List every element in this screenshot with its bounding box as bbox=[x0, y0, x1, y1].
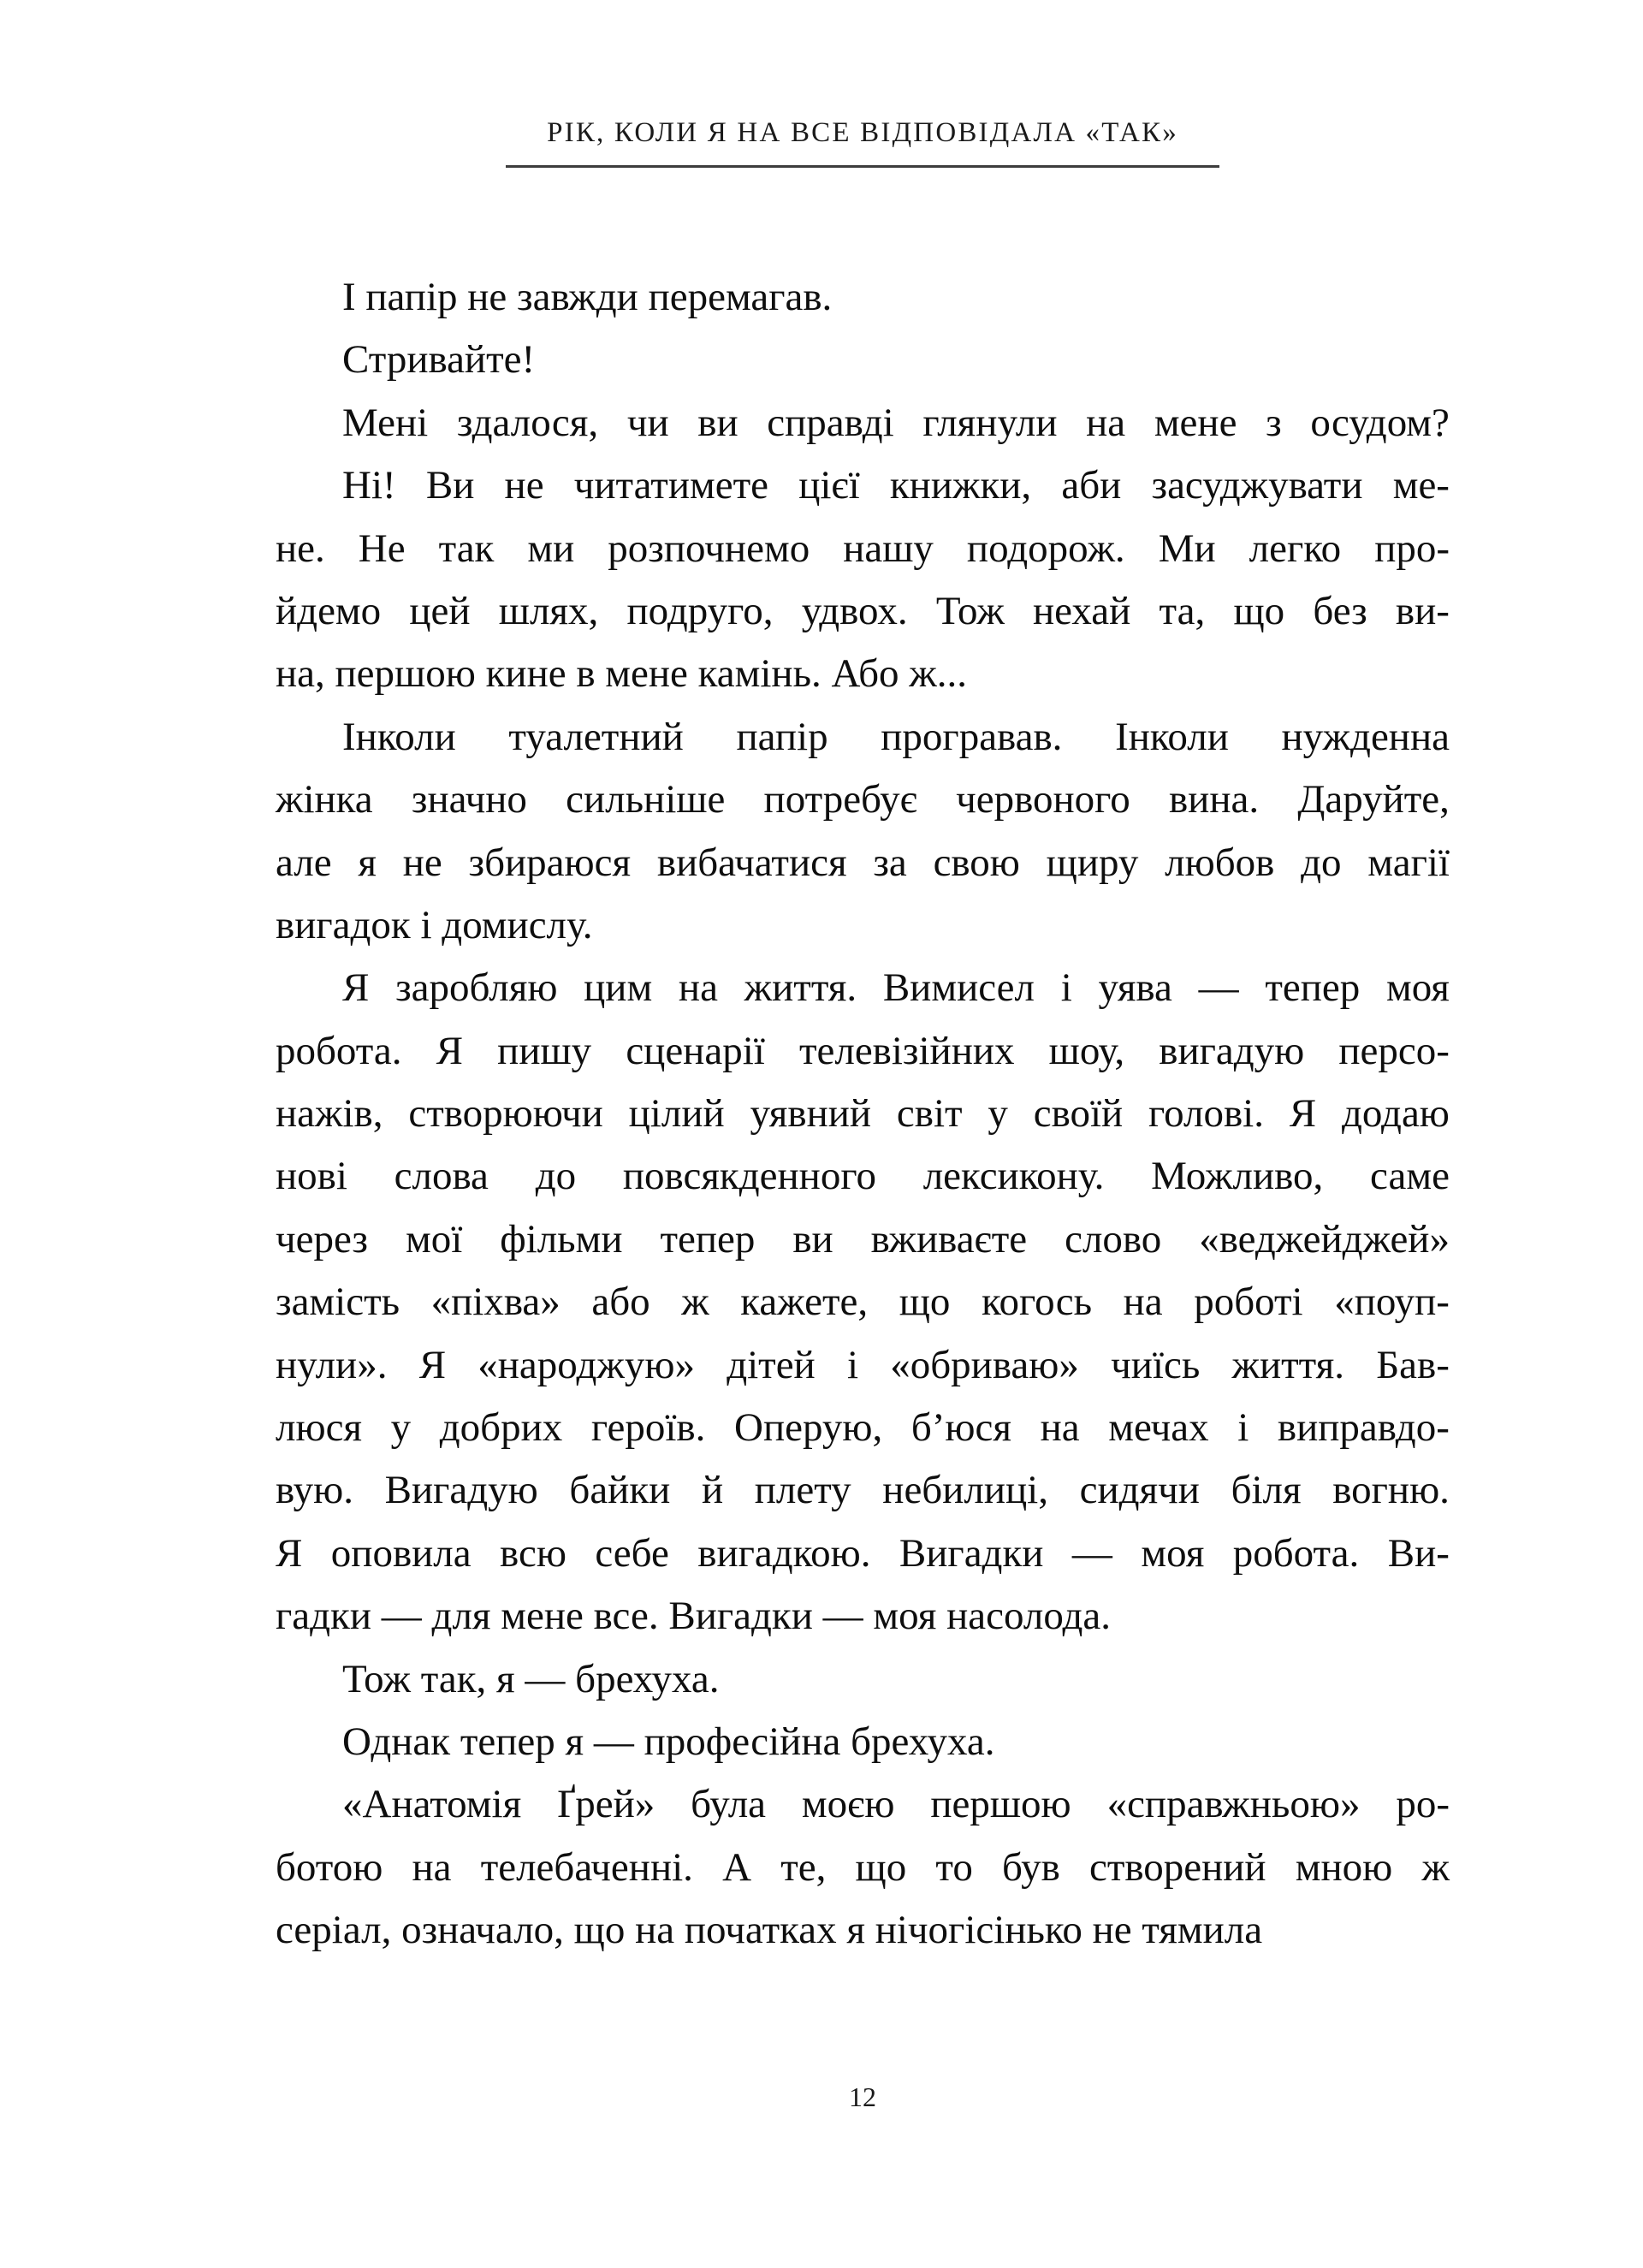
text-line: на, першою кине в мене камінь. Або ж... bbox=[276, 651, 967, 697]
text-line: робота. Я пишу сценарії телевізійних шоу, вигадую персо- bbox=[276, 1028, 1450, 1073]
text-line: Ні! Ви не читатимете цієї книжки, аби засуджувати ме- bbox=[342, 463, 1450, 508]
page-number: 12 bbox=[849, 2081, 876, 2112]
text-line: Я заробляю цим на життя. Вимисел і уява — тепер моя bbox=[342, 965, 1450, 1011]
body-text bbox=[276, 266, 1450, 1962]
page-footer bbox=[276, 2077, 1450, 2117]
text-line: нули». Я «народжую» дітей і «обриваю» чиїсь життя. Бав- bbox=[276, 1342, 1450, 1387]
text-line: Стривайте! bbox=[342, 337, 536, 383]
text-line: люся у добрих героїв. Оперую, б’юся на мечах і виправдо- bbox=[276, 1405, 1450, 1451]
text-line: Мені здалося, чи ви справді глянули на мене з осудом? bbox=[342, 400, 1450, 445]
text-line: І папір не завжди перемагав. bbox=[342, 275, 833, 319]
text-line: гадки — для мене все. Вигадки — моя насолода. bbox=[276, 1594, 1111, 1639]
text-line: вигадок і домислу. bbox=[276, 902, 593, 947]
text-line: Тож так, я — брехуха. bbox=[342, 1656, 720, 1701]
text-line: через мої фільми тепер ви вживаєте слово «веджейджей» bbox=[276, 1216, 1450, 1262]
text-line: Однак тепер я — професійна брехуха. bbox=[342, 1719, 995, 1764]
text-line: не. Не так ми розпочнемо нашу подорож. Ми легко про- bbox=[276, 525, 1450, 571]
text-line: жінка значно сильніше потребує червоного вина. Даруйте, bbox=[276, 777, 1450, 822]
text-line: нажів, створюючи цілий уявний світ у своїй голові. Я додаю bbox=[276, 1091, 1450, 1137]
header-rule bbox=[506, 165, 1219, 168]
running-title: РІК, КОЛИ Я НА ВСЕ ВІДПОВІДАЛА «ТАК» bbox=[547, 117, 1178, 148]
page-header bbox=[276, 115, 1450, 168]
text-line: «Анатомія Ґрей» була моєю першою «справжньою» ро- bbox=[342, 1782, 1450, 1827]
text-line: замість «піхва» або ж кажете, що когось на роботі «поуп- bbox=[276, 1279, 1450, 1325]
text-line: але я не збираюся вибачатися за свою щиру любов до магії bbox=[276, 840, 1450, 885]
text-line: нові слова до повсякденного лексикону. Можливо, саме bbox=[276, 1154, 1450, 1199]
text-line: Інколи туалетний папір програвав. Інколи нужденна bbox=[342, 714, 1450, 759]
text-line: серіал, означало, що на початках я нічогісінько не тямила bbox=[276, 1908, 1263, 1953]
text-line: йдемо цей шлях, подруго, удвох. Тож нехай та, що без ви- bbox=[276, 588, 1450, 633]
text-line: вую. Вигадую байки й плету небилиці, сидячи біля вогню. bbox=[276, 1468, 1450, 1513]
text-line: ботою на телебаченні. А те, що то був створений мною ж bbox=[276, 1844, 1450, 1890]
text-line: Я оповила всю себе вигадкою. Вигадки — моя робота. Ви- bbox=[276, 1530, 1450, 1576]
